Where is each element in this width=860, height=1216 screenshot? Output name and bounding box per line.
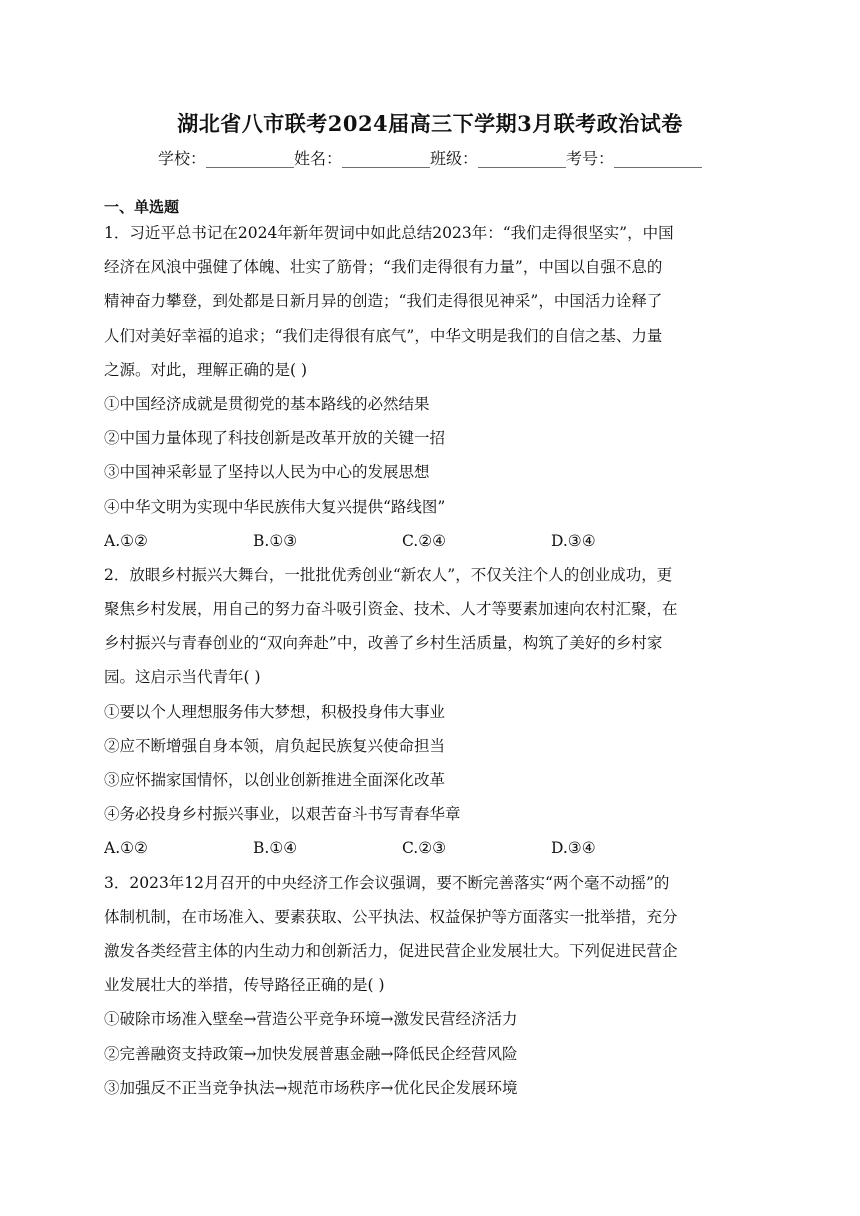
question-1-option: ③中国神采彰显了坚持以人民为中心的发展思想 bbox=[104, 463, 430, 482]
answer-choice: D.③④ bbox=[551, 531, 596, 550]
student-info-line: 学校：___________姓名：___________班级：___________考号：___________ bbox=[157, 149, 702, 168]
answer-choice: B.①④ bbox=[253, 839, 298, 858]
question-1-answer-choices bbox=[104, 524, 759, 558]
questions-area bbox=[104, 216, 759, 1105]
question-2-option: ④务必投身乡村振兴事业，以艰苦奋斗书写青春华章 bbox=[104, 805, 461, 824]
question-1-stem-line: 精神奋力攀登，到处都是日新月异的创造；“我们走得很见神采”，中国活力诠释了 bbox=[104, 292, 663, 311]
question-2-option: ③应怀揣家国情怀，以创业创新推进全面深化改革 bbox=[104, 771, 446, 789]
question-3-stem-line: 激发各类经营主体的内生动力和创新活力，促进民营企业发展壮大。下列促进民营企 bbox=[104, 941, 678, 960]
answer-choice: D.③④ bbox=[551, 839, 596, 858]
answer-choice: A.①② bbox=[104, 531, 148, 550]
question-2-stem-line: 园。这启示当代青年( ) bbox=[104, 668, 261, 687]
question-3-stem-line: 业发展壮大的举措，传导路径正确的是( ) bbox=[104, 976, 385, 995]
question-3-stem-line: 3．2023年12月召开的中央经济工作会议强调，要不断完善落实“两个毫不动摇”的 bbox=[104, 873, 670, 892]
question-1-option: ④中华文明为实现中华民族伟大复兴提供“路线图” bbox=[104, 497, 446, 516]
answer-choice: B.①③ bbox=[253, 531, 298, 550]
question-2-stem-line: 2．放眼乡村振兴大舞台，一批批优秀创业“新农人”，不仅关注个人的创业成功，更 bbox=[104, 565, 673, 584]
question-3-stem-line: 体制机制，在市场准入、要素获取、公平执法、权益保护等方面落实一批举措，充分 bbox=[104, 907, 678, 926]
answer-choice: A.①② bbox=[104, 839, 148, 858]
section-heading: 一、单选题 bbox=[104, 198, 180, 216]
question-2-option: ②应不断增强自身本领，肩负起民族复兴使命担当 bbox=[104, 736, 446, 755]
question-3-option: ③加强反不正当竞争执法→规范市场秩序→优化民企发展环境 bbox=[104, 1078, 518, 1097]
question-1-stem-line: 人们对美好幸福的追求；“我们走得很有底气”，中华文明是我们的自信之基、力量 bbox=[104, 326, 663, 345]
answer-choice: C.②③ bbox=[402, 839, 447, 858]
question-2-answer-choices bbox=[104, 831, 759, 865]
question-2-stem-line: 聚焦乡村发展，用自己的努力奋斗吸引资金、技术、人才等要素加速向农村汇聚，在 bbox=[104, 600, 678, 619]
question-1-option: ②中国力量体现了科技创新是改革开放的关键一招 bbox=[104, 429, 446, 448]
question-3-option: ②完善融资支持政策→加快发展普惠金融→降低民企经营风险 bbox=[104, 1044, 518, 1063]
question-2-stem-line: 乡村振兴与青春创业的“双向奔赴”中，改善了乡村生活质量，构筑了美好的乡村家 bbox=[104, 634, 663, 653]
answer-choice: C.②④ bbox=[402, 531, 447, 550]
question-1-stem-line: 经济在风浪中强健了体魄、壮实了筋骨；“我们走得很有力量”，中国以自强不息的 bbox=[104, 258, 663, 277]
page-title: 湖北省八市联考2024届高三下学期3月联考政治试卷 bbox=[177, 111, 683, 136]
question-1-option: ①中国经济成就是贯彻党的基本路线的必然结果 bbox=[104, 394, 430, 413]
question-1-stem-line: 之源。对此，理解正确的是( ) bbox=[104, 360, 308, 379]
question-1-stem-line: 1．习近平总书记在2024年新年贺词中如此总结2023年：“我们走得很坚实”，中国 bbox=[104, 224, 674, 242]
question-2-option: ①要以个人理想服务伟大梦想，积极投身伟大事业 bbox=[104, 702, 446, 721]
question-3-option: ①破除市场准入壁垒→营造公平竞争环境→激发民营经济活力 bbox=[104, 1010, 518, 1029]
